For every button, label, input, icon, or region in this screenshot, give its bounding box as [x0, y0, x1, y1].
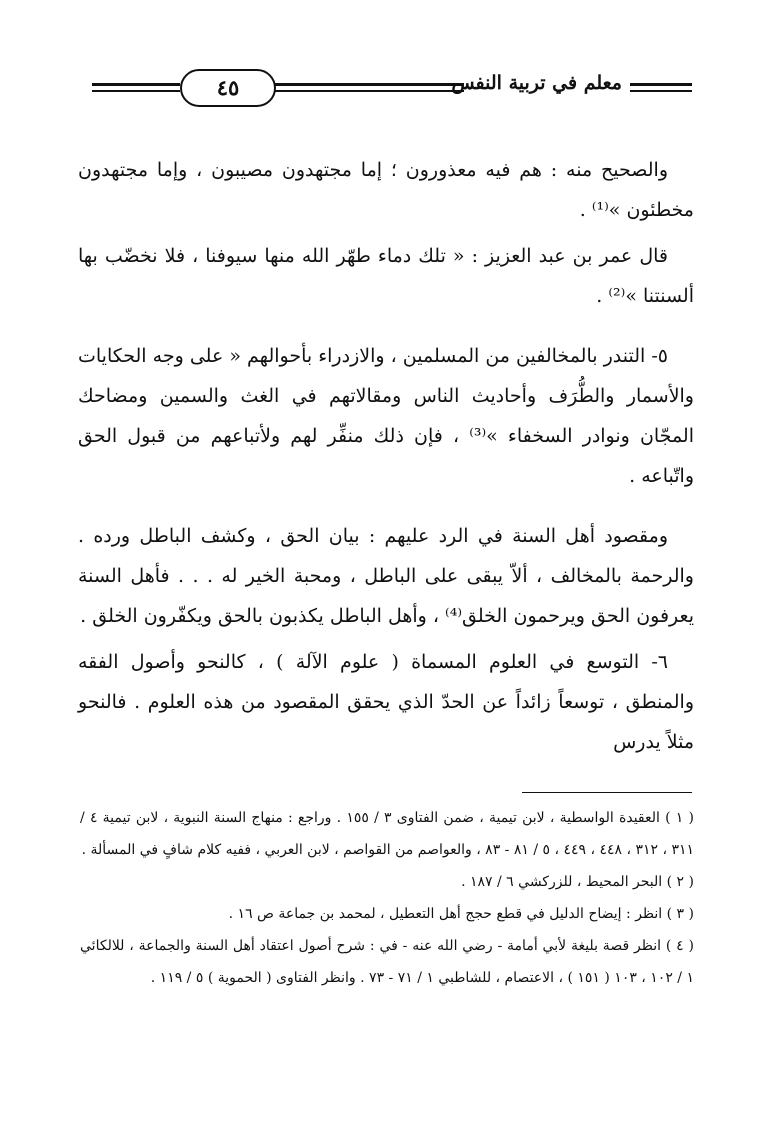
footnote: ( ٤ ) انظر قصة بليغة لأبي أمامة - رضي الله عنه - في : شرح أصول اعتقاد أهل السنة والجماعة ، للالكائي ١ / ١٠٢ ، ١٠٣ ( ١٥١ ) ، الاعتصام ، للشاطبي ١ / ٧١ - ٧٣ . وانظر الفتاوى ( الحموية ) ٥ / ١١٩ . [80, 938, 694, 986]
header-rule-right-thin [630, 90, 692, 92]
header-rule-right [630, 83, 692, 86]
header-rule-middle-thin [274, 90, 464, 92]
header-rule-left [92, 83, 180, 86]
header-rule-left-thin [92, 90, 180, 92]
paragraph: والصحيح منه : هم فيه معذورون ؛ إما مجتهدون مصيبون ، وإما مجتهدون مخطئون »⁽¹⁾ . [78, 159, 694, 221]
footnotes [80, 802, 694, 994]
paragraph: قال عمر بن عبد العزيز : « تلك دماء طهّر الله منها سيوفنا ، فلا نخضّب بها ألسنتنا »⁽²⁾ . [78, 245, 694, 307]
paragraph: ومقصود أهل السنة في الرد عليهم : بيان الحق ، وكشف الباطل ورده . والرحمة بالمخالف ، ألاّ يبقى على الباطل ، ومحبة الخير له . . . فأهل السنة يعرفون الحق ويرحمون الخلق⁽⁴⁾ ، وأهل الباطل يكذبون بالحق ويكفّرون الخلق . [78, 525, 694, 627]
running-title: معلم في تربية النفس [451, 72, 622, 94]
paragraph: ٦- التوسع في العلوم المسماة ( علوم الآلة ) ، كالنحو وأصول الفقه والمنطق ، توسعاً زائداً عن الحدّ الذي يحقق المقصود من هذه العلوم . فالنحو مثلاً يدرس [78, 651, 694, 753]
main-text [78, 150, 694, 782]
footnote-separator [522, 792, 692, 793]
footnote: ( ٢ ) البحر المحيط ، للزركشي ٦ / ١٨٧ . [461, 874, 694, 890]
footnote: ( ١ ) العقيدة الواسطية ، لابن تيمية ، ضمن الفتاوى ٣ / ١٥٥ . وراجع : منهاج السنة النبوية ، لابن تيمية ٤ / ٣١١ ، ٣١٢ ، ٤٤٨ ، ٤٤٩ ، ٥ / ٨١ - ٨٣ ، والعواصم من القواصم ، لابن العربي ، ففيه كلام شافٍ في المسألة . [80, 810, 694, 858]
page-header [92, 66, 692, 110]
header-rule-middle [274, 83, 464, 86]
paragraph: ٥- التندر بالمخالفين من المسلمين ، والازدراء بأحوالهم « على وجه الحكايات والأسمار والطُّرَف وأحاديث الناس ومقالاتهم في الغث والسمين ومضاحك المجّان ونوادر السخفاء »⁽³⁾ ، فإن ذلك منفِّر لهم ولأتباعهم من قبول الحق واتّباعه . [78, 345, 695, 487]
footnote: ( ٣ ) انظر : إيضاح الدليل في قطع حجج أهل التعطيل ، لمحمد بن جماعة ص ١٦ . [228, 906, 694, 922]
page-number: ٤٥ [180, 69, 276, 107]
